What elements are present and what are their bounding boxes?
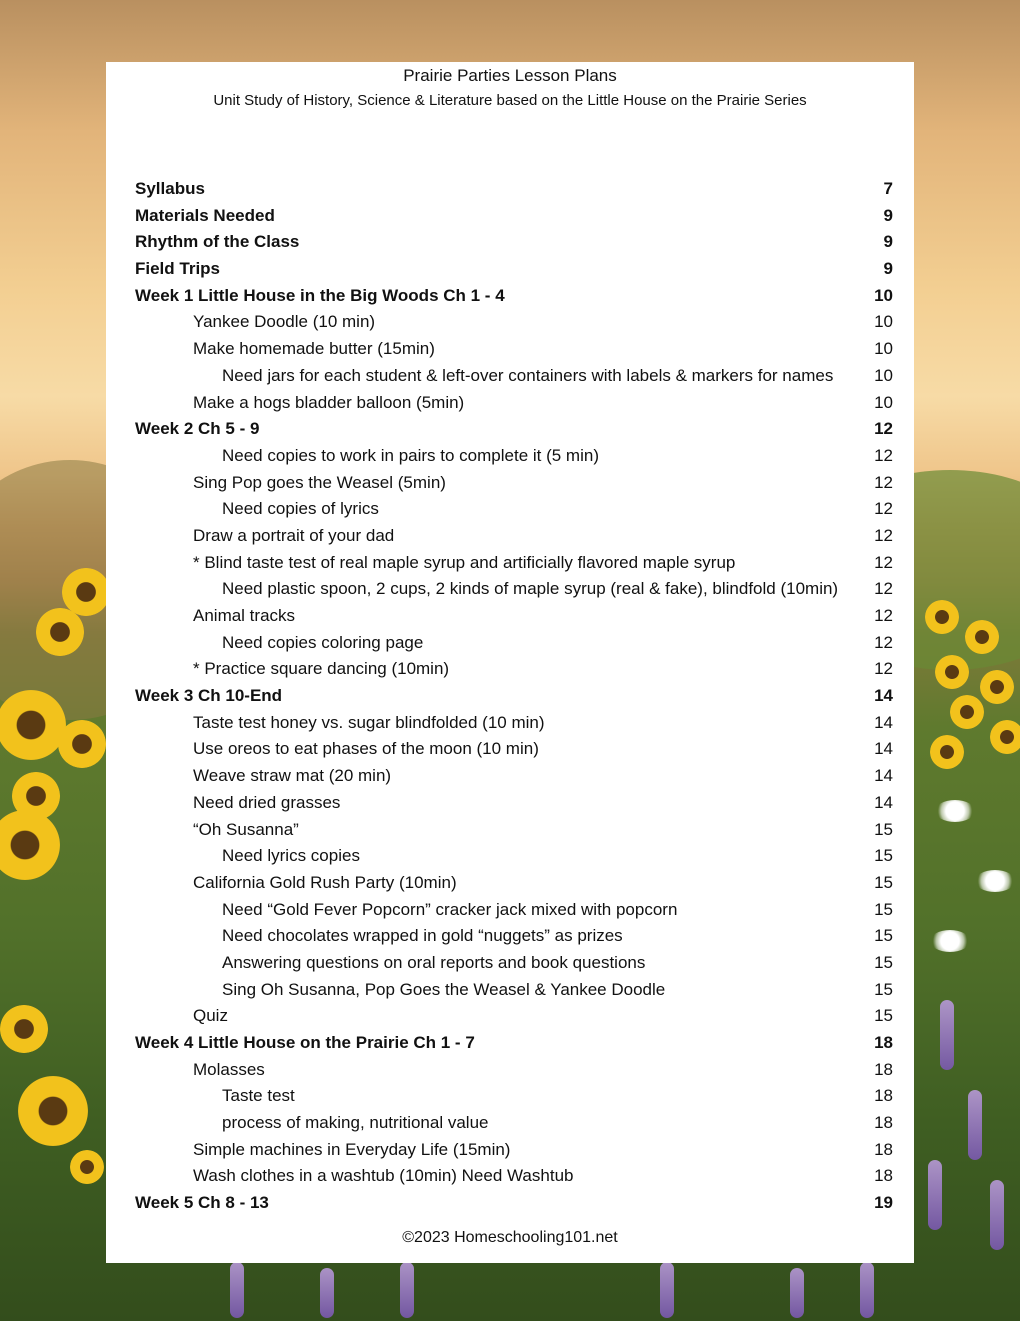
toc-entry-label: Week 3 Ch 10-End [135,686,283,706]
toc-heading-row[interactable] [135,416,893,443]
toc-entry-label: Week 5 Ch 8 - 13 [135,1193,269,1213]
toc-page-number: 12 [874,472,893,492]
toc-entry-label: Animal tracks [193,606,296,625]
lupine-icon [968,1090,982,1160]
toc-entry-row[interactable] [135,1003,893,1030]
toc-heading-row[interactable] [135,1030,893,1057]
sunflower-icon [990,720,1020,754]
toc-page-number: 7 [883,179,893,198]
toc-entry-label: Need lyrics copies [222,846,360,866]
toc-entry-label: Taste test honey vs. sugar blindfolded (10 min) [193,712,545,732]
toc-entry-row[interactable] [135,363,893,390]
toc-page-number: 15 [874,872,893,892]
lupine-icon [400,1262,414,1318]
toc-page-number: 14 [874,686,893,706]
toc-page-number: 9 [883,232,893,252]
toc-entry-label: Molasses [193,1059,265,1079]
lupine-icon [230,1262,244,1318]
toc-page-number: 10 [874,312,893,332]
toc-page-number: 10 [874,392,893,412]
sunflower-icon [0,1005,48,1053]
toc-entry-row[interactable] [135,870,893,897]
toc-entry-label: Need jars for each student & left-over containers with labels & markers for names [222,365,834,385]
sunflower-icon [70,1150,104,1184]
sunflower-icon [58,720,106,768]
toc-entry-row[interactable] [135,576,893,603]
toc-page-number: 10 [874,365,893,385]
toc-heading-row[interactable] [135,1190,893,1217]
toc-page-number: 18 [874,1166,893,1186]
sunflower-icon [36,608,84,656]
toc-entry-label: Need copies coloring page [222,632,424,652]
toc-entry-row[interactable] [135,550,893,577]
toc-page-number: 15 [874,819,893,839]
toc-entry-row[interactable] [135,523,893,550]
toc-entry-label: California Gold Rush Party (10min) [193,872,457,892]
toc-page-number: 15 [874,926,893,946]
toc-entry-row[interactable] [135,950,893,977]
toc-entry-label: process of making, nutritional value [222,1113,489,1133]
toc-entry-label: Need “Gold Fever Popcorn” cracker jack mixed with popcorn [222,899,678,919]
toc-entry-label: Sing Pop goes the Weasel (5min) [193,472,446,492]
lupine-icon [860,1262,874,1318]
toc-page-number: 19 [874,1193,893,1213]
toc-entry-row[interactable] [135,977,893,1004]
toc-page-number: 14 [874,792,893,812]
toc-entry-label: * Blind taste test of real maple syrup and artificially flavored maple syrup [193,552,736,572]
toc-entry-label: Weave straw mat (20 min) [193,766,392,786]
document-subtitle: Unit Study of History, Science & Literature based on the Little House on the Prairie Series [213,92,807,109]
toc-entry-label: Make homemade butter (15min) [193,339,435,359]
toc-entry-label: Field Trips [135,259,221,279]
toc-heading-row[interactable] [135,683,893,710]
toc-entry-row[interactable] [135,656,893,683]
sunflower-icon [950,695,984,729]
toc-page-number: 12 [874,499,893,519]
toc-entry-label: Need plastic spoon, 2 cups, 2 kinds of maple syrup (real & fake), blindfold (10min) [222,579,839,599]
toc-entry-label: Wash clothes in a washtub (10min) Need Washtub [193,1166,574,1186]
lupine-icon [320,1268,334,1318]
toc-page-number: 18 [874,1059,893,1079]
toc-page-number: 10 [874,339,893,359]
lupine-icon [660,1262,674,1318]
toc-page-number: 15 [874,979,893,999]
toc-page-number: 15 [874,1006,893,1026]
document-page [106,62,914,1263]
toc-entry-label: Week 2 Ch 5 - 9 [135,419,260,439]
toc-page-number: 12 [874,632,893,652]
white-flower-icon [930,930,970,952]
toc-page-number: 12 [874,445,893,465]
toc-entry-label: Need chocolates wrapped in gold “nuggets” as prizes [222,926,623,946]
toc-page-number: 18 [874,1113,893,1133]
lupine-icon [928,1160,942,1230]
toc-entry-label: Simple machines in Everyday Life (15min) [193,1139,511,1159]
sunflower-icon [0,690,66,760]
toc-page-number: 18 [874,1139,893,1159]
sunflower-icon [18,1076,88,1146]
toc-entry-row[interactable] [135,710,893,737]
toc-entry-row[interactable] [135,843,893,870]
lupine-icon [940,1000,954,1070]
toc-heading-row[interactable] [135,229,893,256]
toc-page-number: 14 [874,739,893,759]
sunflower-icon [930,735,964,769]
toc-page-number: 9 [883,205,893,225]
toc-page-number: 14 [874,766,893,786]
white-flower-icon [975,870,1015,892]
toc-entry-row[interactable] [135,1083,893,1110]
toc-entry-row[interactable] [135,390,893,417]
toc-heading-row[interactable] [135,176,893,203]
toc-entry-label: Taste test [222,1086,295,1106]
toc-page-number: 18 [874,1033,893,1052]
toc-entry-label: “Oh Susanna” [193,819,299,839]
toc-page-number: 12 [874,606,893,625]
toc-page-number: 18 [874,1086,893,1106]
sunflower-icon [935,655,969,689]
lupine-icon [790,1268,804,1318]
toc-entry-label: Rhythm of the Class [135,232,300,252]
toc-entry-label: Sing Oh Susanna, Pop Goes the Weasel & Yankee Doodle [222,979,666,999]
toc-entry-row[interactable] [135,736,893,763]
toc-page-number: 15 [874,846,893,866]
toc-heading-row[interactable] [135,203,893,230]
toc-page-number: 12 [874,552,893,572]
toc-heading-row[interactable] [135,283,893,310]
toc-entry-row[interactable] [135,1110,893,1137]
toc-entry-row[interactable] [135,897,893,924]
lupine-icon [990,1180,1004,1250]
toc-entry-row[interactable] [135,443,893,470]
toc-entry-row[interactable] [135,603,893,630]
sunflower-icon [980,670,1014,704]
toc-entry-label: Week 1 Little House in the Big Woods Ch 1 - 4 [135,285,505,305]
white-flower-icon [935,800,975,822]
toc-entry-row[interactable] [135,630,893,657]
copyright-footer: ©2023 Homeschooling101.net [402,1229,618,1246]
toc-page-number: 12 [874,525,893,545]
sunflower-icon [62,568,110,616]
toc-entry-label: Use oreos to eat phases of the moon (10 min) [193,739,539,759]
toc-entry-label: Need copies of lyrics [222,499,379,519]
sunflower-icon [965,620,999,654]
toc-page-number: 12 [874,659,893,679]
sunflower-icon [925,600,959,634]
toc-page-number: 15 [874,899,893,919]
toc-entry-label: Week 4 Little House on the Prairie Ch 1 - 7 [135,1033,475,1052]
toc-entry-row[interactable] [135,470,893,497]
toc-page-number: 12 [874,419,893,439]
toc-page-number: 12 [874,579,893,599]
toc-page-number: 15 [874,952,893,972]
toc-entry-label: Quiz [193,1006,228,1026]
toc-entry-row[interactable] [135,790,893,817]
toc-entry-label: * Practice square dancing (10min) [193,659,450,679]
toc-entry-row[interactable] [135,336,893,363]
toc-entry-row[interactable] [135,763,893,790]
toc-entry-row[interactable] [135,1137,893,1164]
table-of-contents [135,176,893,1217]
sunflower-icon [0,810,60,880]
toc-entry-label: Need dried grasses [193,792,341,812]
toc-entry-row[interactable] [135,309,893,336]
toc-entry-label: Syllabus [135,179,205,198]
toc-entry-row[interactable] [135,1057,893,1084]
toc-entry-label: Yankee Doodle (10 min) [193,312,376,332]
toc-entry-label: Answering questions on oral reports and book questions [222,952,646,972]
document-title: Prairie Parties Lesson Plans [403,66,617,85]
toc-heading-row[interactable] [135,256,893,283]
toc-entry-label: Draw a portrait of your dad [193,525,395,545]
toc-entry-label: Make a hogs bladder balloon (5min) [193,392,465,412]
toc-page-number: 9 [883,259,893,279]
toc-entry-row[interactable] [135,1163,893,1190]
toc-entry-label: Materials Needed [135,205,275,225]
toc-page-number: 14 [874,712,893,732]
toc-page-number: 10 [874,285,893,305]
toc-entry-row[interactable] [135,496,893,523]
toc-entry-label: Need copies to work in pairs to complete it (5 min) [222,445,599,465]
toc-entry-row[interactable] [135,923,893,950]
toc-entry-row[interactable] [135,817,893,844]
